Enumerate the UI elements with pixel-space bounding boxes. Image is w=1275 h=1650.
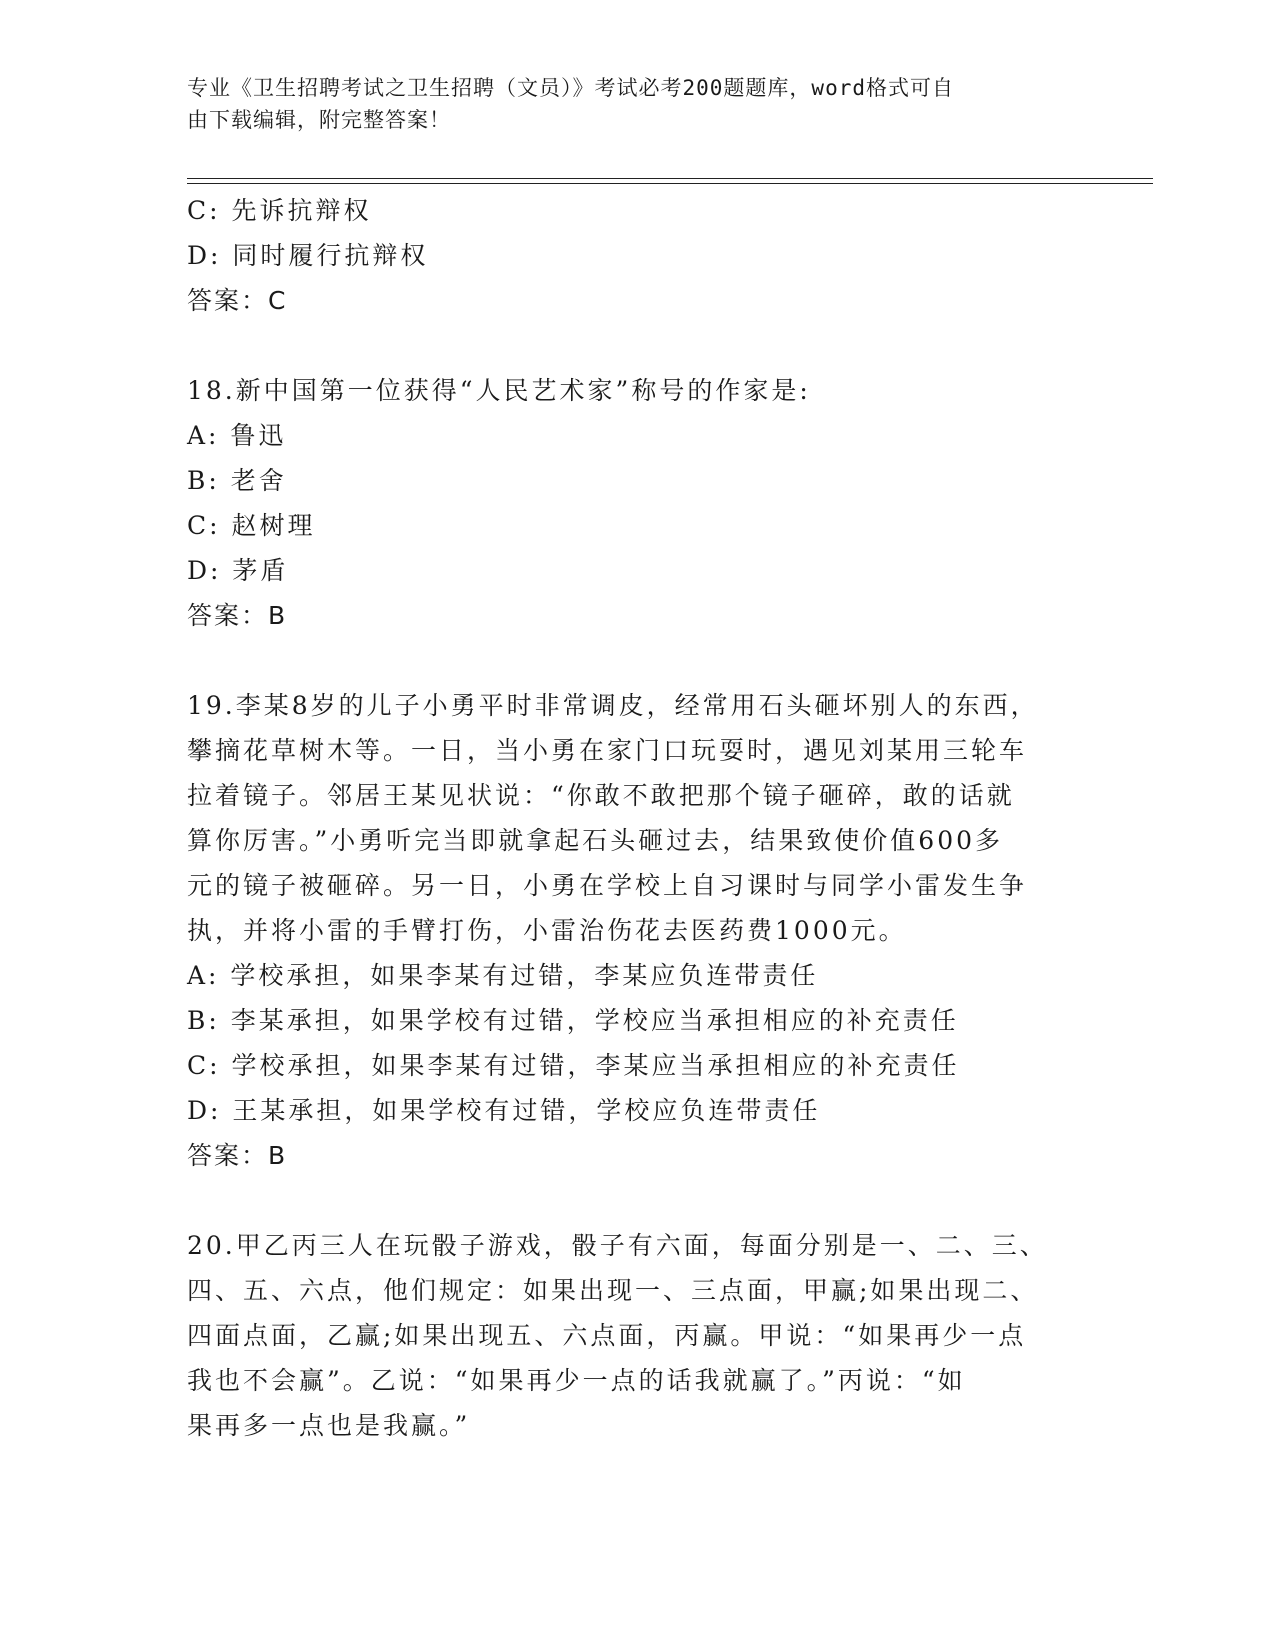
- question-list: [187, 188, 1087, 1448]
- q19-stem-line: 拉着镜子。邻居王某见状说：“你敢不敢把那个镜子砸碎，敢的话就: [187, 781, 1015, 810]
- q19-stem-line: 19.李某8岁的儿子小勇平时非常调皮，经常用石头砸坏别人的东西，: [187, 691, 1039, 720]
- q20-stem-line: 四、五、六点，他们规定：如果出现一、三点面，甲赢;如果出现二、: [187, 1276, 1039, 1305]
- question-19: [187, 683, 1087, 1178]
- spacer: [187, 323, 1087, 368]
- q19-option-c: C: 学校承担，如果李某有过错，李某应当承担相应的补充责任: [187, 1051, 960, 1080]
- q17-answer: 答案：C: [187, 286, 288, 315]
- q19-option-b: B: 李某承担，如果学校有过错，学校应当承担相应的补充责任: [187, 1006, 959, 1035]
- q18-option-a: A: 鲁迅: [187, 421, 287, 450]
- q17-option-d: D: 同时履行抗辩权: [187, 241, 429, 270]
- header-line-2: 由下载编辑，附完整答案！: [187, 108, 451, 132]
- question-17: [187, 188, 1087, 323]
- q18-option-b: B: 老舍: [187, 466, 287, 495]
- header-rule-top: [187, 178, 1153, 179]
- q19-stem-line: 攀摘花草树木等。一日，当小勇在家门口玩耍时，遇见刘某用三轮车: [187, 736, 1028, 765]
- spacer: [187, 1178, 1087, 1223]
- q20-stem-line: 我也不会赢”。乙说：“如果再少一点的话我就赢了。”丙说：“如: [187, 1366, 966, 1395]
- question-20: [187, 1223, 1087, 1448]
- spacer: [187, 638, 1087, 683]
- question-18: [187, 368, 1087, 638]
- q18-stem: 18.新中国第一位获得“人民艺术家”称号的作家是:: [187, 376, 811, 405]
- q18-answer: 答案：B: [187, 601, 288, 630]
- q20-stem-line: 20.甲乙丙三人在玩骰子游戏，骰子有六面，每面分别是一、二、三、: [187, 1231, 1048, 1260]
- q20-stem-line: 四面点面，乙赢;如果出现五、六点面，丙赢。甲说：“如果再少一点: [187, 1321, 1027, 1350]
- q19-option-d: D: 王某承担，如果学校有过错，学校应负连带责任: [187, 1096, 821, 1125]
- document-header: [187, 72, 1067, 136]
- q19-stem-line: 元的镜子被砸碎。另一日，小勇在学校上自习课时与同学小雷发生争: [187, 871, 1028, 900]
- q18-option-d: D: 茅盾: [187, 556, 289, 585]
- q18-option-c: C: 赵树理: [187, 511, 316, 540]
- q19-stem-line: 执，并将小雷的手臂打伤，小雷治伤花去医药费1000元。: [187, 916, 907, 945]
- q19-answer: 答案：B: [187, 1141, 288, 1170]
- q19-stem-line: 算你厉害。”小勇听完当即就拿起石头砸过去，结果致使价值600多: [187, 826, 1004, 855]
- q19-option-a: A: 学校承担，如果李某有过错，李某应负连带责任: [187, 961, 819, 990]
- header-rule-bottom: [187, 183, 1153, 184]
- header-line-1: 专业《卫生招聘考试之卫生招聘（文员）》考试必考200题题库，word格式可自: [187, 76, 954, 100]
- q17-option-c: C: 先诉抗辩权: [187, 196, 372, 225]
- q20-stem-line: 果再多一点也是我赢。”: [187, 1411, 471, 1440]
